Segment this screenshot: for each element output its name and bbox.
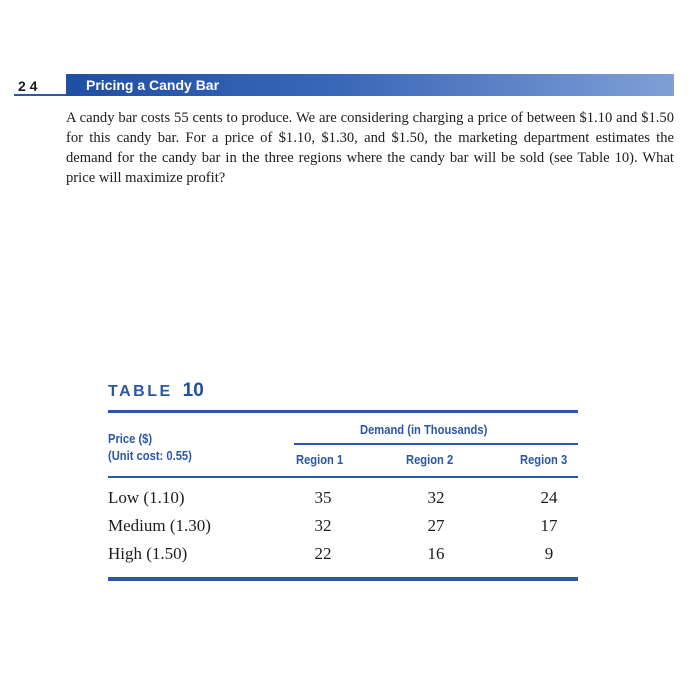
- cell-region-1: 32: [314, 516, 332, 535]
- table-row-low: [108, 488, 578, 516]
- table-caption-word: TABLE: [108, 383, 173, 400]
- region-1-header: Region 1: [296, 452, 344, 467]
- table-body: [108, 488, 578, 572]
- table-caption-number: 10: [182, 380, 204, 401]
- table-row-high: [108, 544, 578, 572]
- cell-region-3: 24: [540, 488, 558, 507]
- problem-title-bar: [66, 74, 674, 96]
- problem-title: Pricing a Candy Bar: [86, 77, 220, 93]
- table-top-rule: [108, 410, 578, 413]
- price-header-line1: Price ($): [108, 431, 153, 446]
- table-row-medium: [108, 516, 578, 544]
- region-2-header: Region 2: [406, 452, 454, 467]
- table-bottom-rule: [108, 577, 578, 581]
- region-3-header: Region 3: [520, 452, 568, 467]
- cell-region-3: 9: [544, 544, 554, 563]
- cell-region-2: 27: [427, 516, 445, 535]
- problem-number: 2 4: [14, 76, 66, 96]
- price-column-header: [108, 430, 192, 464]
- table-header-rule: [108, 476, 578, 478]
- cell-region-2: 32: [427, 488, 445, 507]
- demand-header: Demand (in Thousands): [360, 422, 488, 437]
- problem-statement: A candy bar costs 55 cents to produce. We are considering charging a price of between $1.10 and $1.50 for this candy bar. For a price of $1.10, $1.30, and $1.50, the marketing department estimates the demand for the candy bar in the three regions where the candy bar will be sold (see Table 10). What price will maximize profit?: [66, 110, 674, 186]
- price-header-line2: (Unit cost: 0.55): [108, 448, 192, 463]
- cell-region-1: 35: [314, 488, 332, 507]
- demand-header-rule: [294, 443, 578, 445]
- row-label: High (1.50): [108, 544, 188, 563]
- row-label: Medium (1.30): [108, 516, 211, 535]
- row-label: Low (1.10): [108, 488, 185, 507]
- table-caption: [108, 380, 204, 402]
- cell-region-3: 17: [540, 516, 558, 535]
- cell-region-1: 22: [314, 544, 332, 563]
- cell-region-2: 16: [427, 544, 445, 563]
